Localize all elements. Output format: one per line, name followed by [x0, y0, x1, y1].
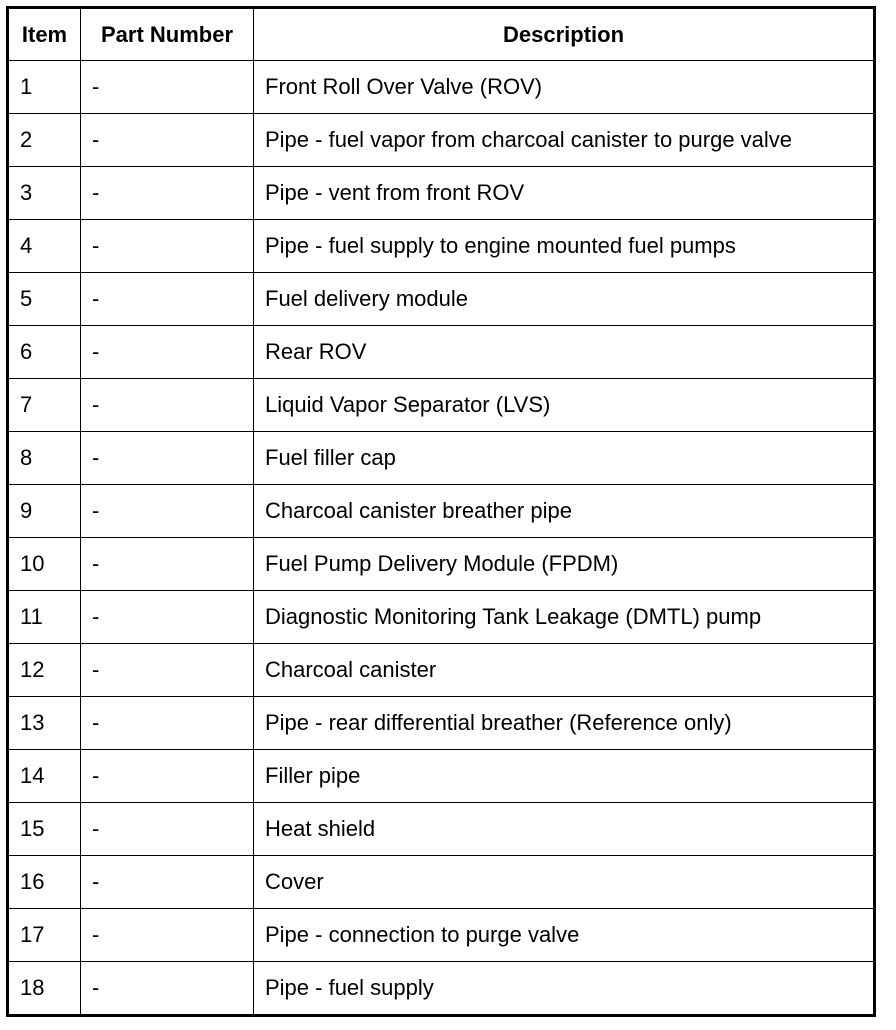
part-number-cell: -	[81, 962, 254, 1016]
description-cell: Cover	[254, 856, 875, 909]
table-body	[8, 61, 875, 1016]
item-cell: 9	[8, 485, 81, 538]
part-number-cell: -	[81, 220, 254, 273]
description-cell: Charcoal canister breather pipe	[254, 485, 875, 538]
item-cell: 5	[8, 273, 81, 326]
part-number-cell: -	[81, 856, 254, 909]
item-cell: 2	[8, 114, 81, 167]
table-row	[8, 644, 875, 697]
description-cell: Pipe - rear differential breather (Reference only)	[254, 697, 875, 750]
description-cell: Filler pipe	[254, 750, 875, 803]
item-cell: 10	[8, 538, 81, 591]
table-row	[8, 485, 875, 538]
description-cell: Fuel delivery module	[254, 273, 875, 326]
part-number-cell: -	[81, 750, 254, 803]
item-cell: 14	[8, 750, 81, 803]
table-row	[8, 962, 875, 1016]
table-row	[8, 591, 875, 644]
table-row	[8, 856, 875, 909]
description-cell: Rear ROV	[254, 326, 875, 379]
item-cell: 7	[8, 379, 81, 432]
part-number-cell: -	[81, 591, 254, 644]
item-cell: 3	[8, 167, 81, 220]
item-cell: 8	[8, 432, 81, 485]
description-cell: Fuel Pump Delivery Module (FPDM)	[254, 538, 875, 591]
description-cell: Liquid Vapor Separator (LVS)	[254, 379, 875, 432]
description-cell: Diagnostic Monitoring Tank Leakage (DMTL) pump	[254, 591, 875, 644]
table-row	[8, 220, 875, 273]
table-row	[8, 273, 875, 326]
header-item: Item	[8, 8, 81, 61]
part-number-cell: -	[81, 167, 254, 220]
description-cell: Pipe - fuel supply to engine mounted fuel pumps	[254, 220, 875, 273]
part-number-cell: -	[81, 697, 254, 750]
description-cell: Charcoal canister	[254, 644, 875, 697]
table-row	[8, 379, 875, 432]
item-cell: 17	[8, 909, 81, 962]
part-number-cell: -	[81, 379, 254, 432]
header-part-number: Part Number	[81, 8, 254, 61]
item-cell: 1	[8, 61, 81, 114]
table-row	[8, 697, 875, 750]
header-description: Description	[254, 8, 875, 61]
table-row	[8, 61, 875, 114]
table-row	[8, 167, 875, 220]
item-cell: 16	[8, 856, 81, 909]
item-cell: 12	[8, 644, 81, 697]
part-number-cell: -	[81, 644, 254, 697]
table-row	[8, 326, 875, 379]
part-number-cell: -	[81, 114, 254, 167]
table-row	[8, 803, 875, 856]
item-cell: 15	[8, 803, 81, 856]
item-cell: 18	[8, 962, 81, 1016]
part-number-cell: -	[81, 485, 254, 538]
part-number-cell: -	[81, 326, 254, 379]
table-row	[8, 432, 875, 485]
part-number-cell: -	[81, 538, 254, 591]
item-cell: 4	[8, 220, 81, 273]
item-cell: 11	[8, 591, 81, 644]
table-header-row	[8, 8, 875, 61]
description-cell: Pipe - connection to purge valve	[254, 909, 875, 962]
part-number-cell: -	[81, 61, 254, 114]
table-row	[8, 114, 875, 167]
description-cell: Heat shield	[254, 803, 875, 856]
part-number-cell: -	[81, 273, 254, 326]
item-cell: 13	[8, 697, 81, 750]
table-row	[8, 909, 875, 962]
item-cell: 6	[8, 326, 81, 379]
description-cell: Front Roll Over Valve (ROV)	[254, 61, 875, 114]
description-cell: Pipe - fuel vapor from charcoal canister to purge valve	[254, 114, 875, 167]
parts-table	[6, 6, 876, 1017]
part-number-cell: -	[81, 909, 254, 962]
description-cell: Pipe - fuel supply	[254, 962, 875, 1016]
description-cell: Pipe - vent from front ROV	[254, 167, 875, 220]
table-row	[8, 750, 875, 803]
table-row	[8, 538, 875, 591]
part-number-cell: -	[81, 803, 254, 856]
part-number-cell: -	[81, 432, 254, 485]
description-cell: Fuel filler cap	[254, 432, 875, 485]
